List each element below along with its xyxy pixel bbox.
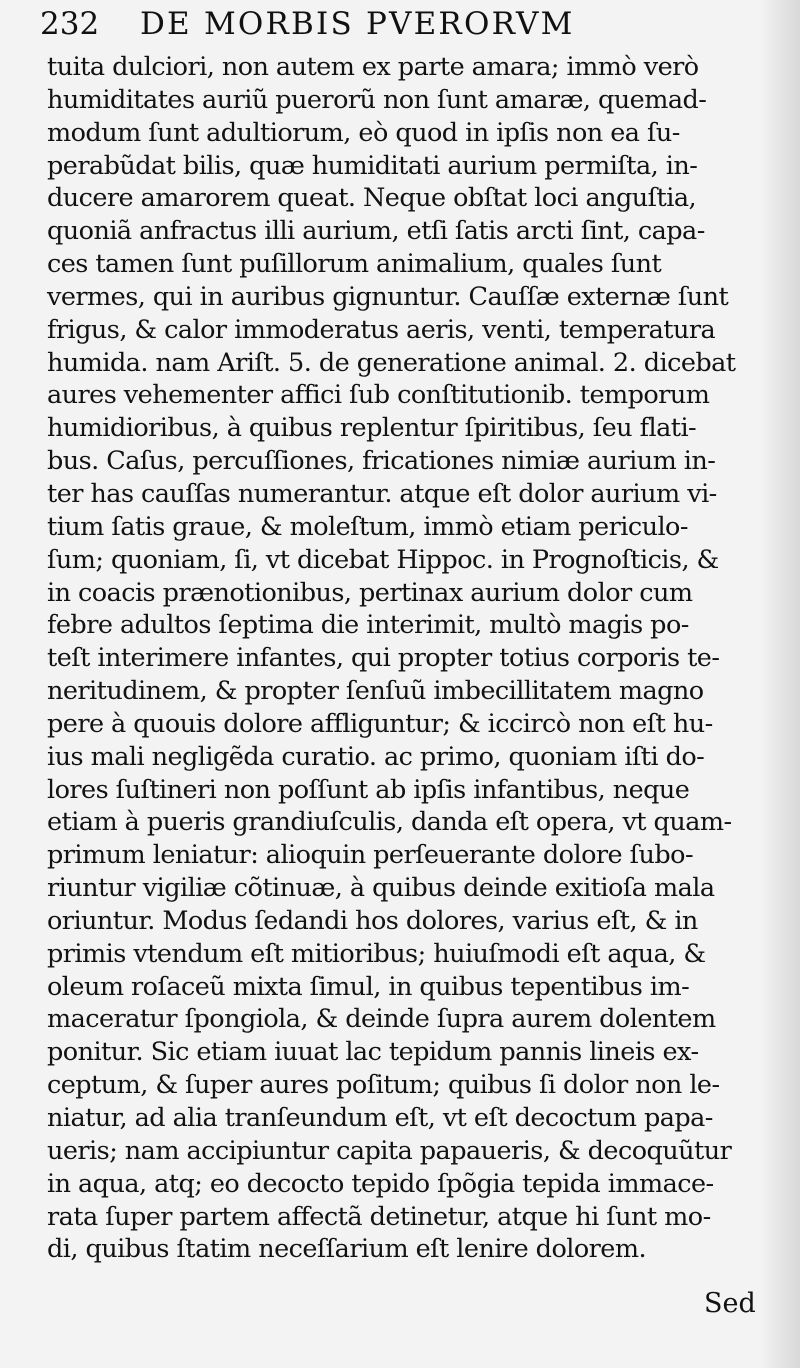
running-head: DE MORBIS PVERORVM (140, 6, 575, 42)
text-line: frigus, & calor immoderatus aeris, venti, temperatura (47, 314, 716, 345)
text-line: in aqua, atq; eo decocto tepido ſpõgia tepida immace- (47, 1168, 714, 1199)
text-line: ceptum, & ſuper aures poſitum; quibus ſi dolor non le- (47, 1070, 720, 1101)
page-number: 232 (40, 6, 100, 42)
text-line: tium ſatis graue, & moleſtum, immò etiam periculo- (47, 511, 688, 542)
text-line: riuntur vigiliæ cõtinuæ, à quibus deinde exitioſa mala (47, 873, 715, 904)
body-text (47, 51, 773, 1266)
text-line: lores ſuſtineri non poſſunt ab ipſis infantibus, neque (47, 774, 690, 805)
text-line: neritudinem, & propter ſenſuũ imbecillitatem magno (47, 676, 704, 707)
catchword: Sed (704, 1288, 756, 1319)
text-line: ueris; nam accipiuntur capita papaueris, & decoquũtur (47, 1135, 732, 1166)
text-line: ponitur. Sic etiam iuuat lac tepidum pannis lineis ex- (47, 1037, 699, 1068)
text-line: bus. Caſus, percuſſiones, fricationes nimiæ aurium in- (47, 446, 716, 477)
text-line: ſum; quoniam, ſi, vt dicebat Hippoc. in Prognoſticis, & (47, 544, 719, 575)
text-line: rata ſuper partem affectã detinetur, atque hi ſunt mo- (47, 1201, 711, 1232)
text-line: ducere amarorem queat. Neque obſtat loci anguſtia, (47, 183, 697, 214)
text-line: perabũdat bilis, quæ humiditati aurium permiſta, in- (47, 150, 698, 181)
text-line: febre adultos ſeptima die interimit, multò magis po- (47, 610, 689, 641)
text-line: humidioribus, à quibus replentur ſpiritibus, ſeu flati- (47, 413, 697, 444)
text-line: modum ſunt adultiorum, eò quod in ipſis non ea ſu- (47, 117, 680, 148)
text-line: ius mali negligẽda curatio. ac primo, quoniam iſti do- (47, 741, 705, 772)
text-line: ces tamen ſunt puſillorum animalium, quales ſunt (47, 249, 662, 280)
text-line: humida. nam Ariſt. 5. de generatione animal. 2. dicebat (47, 347, 736, 378)
text-line: etiam à pueris grandiuſculis, danda eſt opera, vt quam- (47, 807, 732, 838)
text-line: pere à quouis dolore affliguntur; & iccircò non eſt hu- (47, 708, 713, 739)
text-line: vermes, qui in auribus gignuntur. Cauſſæ externæ ſunt (47, 281, 729, 312)
text-line: oleum roſaceũ mixta ſimul, in quibus tepentibus im- (47, 971, 690, 1002)
text-line: tuita dulciori, non autem ex parte amara; immò verò (47, 52, 699, 82)
text-line: teſt interimere infantes, qui propter totius corporis te- (47, 643, 720, 674)
text-line: aures vehementer affici ſub conſtitutionib. temporum (47, 380, 710, 411)
text-line: maceratur ſpongiola, & deinde ſupra aurem dolentem (47, 1004, 716, 1035)
text-line: niatur, ad alia tranſeundum eſt, vt eſt decoctum papa- (47, 1103, 713, 1133)
text-line: quoniã anfractus illi aurium, etſi ſatis arcti ſint, capa- (47, 216, 705, 247)
text-line: ter has cauſſas numerantur. atque eſt dolor aurium vi- (47, 478, 717, 509)
page-header (40, 4, 760, 48)
text-line: di, quibus ſtatim neceſſarium eſt lenire dolorem. (47, 1234, 647, 1265)
text-line: oriuntur. Modus ſedandi hos dolores, varius eſt, & in (47, 905, 698, 936)
text-line: primum leniatur: alioquin perſeuerante dolore ſubo- (47, 840, 694, 871)
text-line: primis vtendum eſt mitioribus; huiuſmodi eſt aqua, & (47, 938, 706, 969)
text-line: humiditates auriũ puerorũ non ſunt amaræ, quemad- (47, 84, 707, 115)
text-line: in coacis prænotionibus, pertinax aurium dolor cum (47, 577, 693, 608)
